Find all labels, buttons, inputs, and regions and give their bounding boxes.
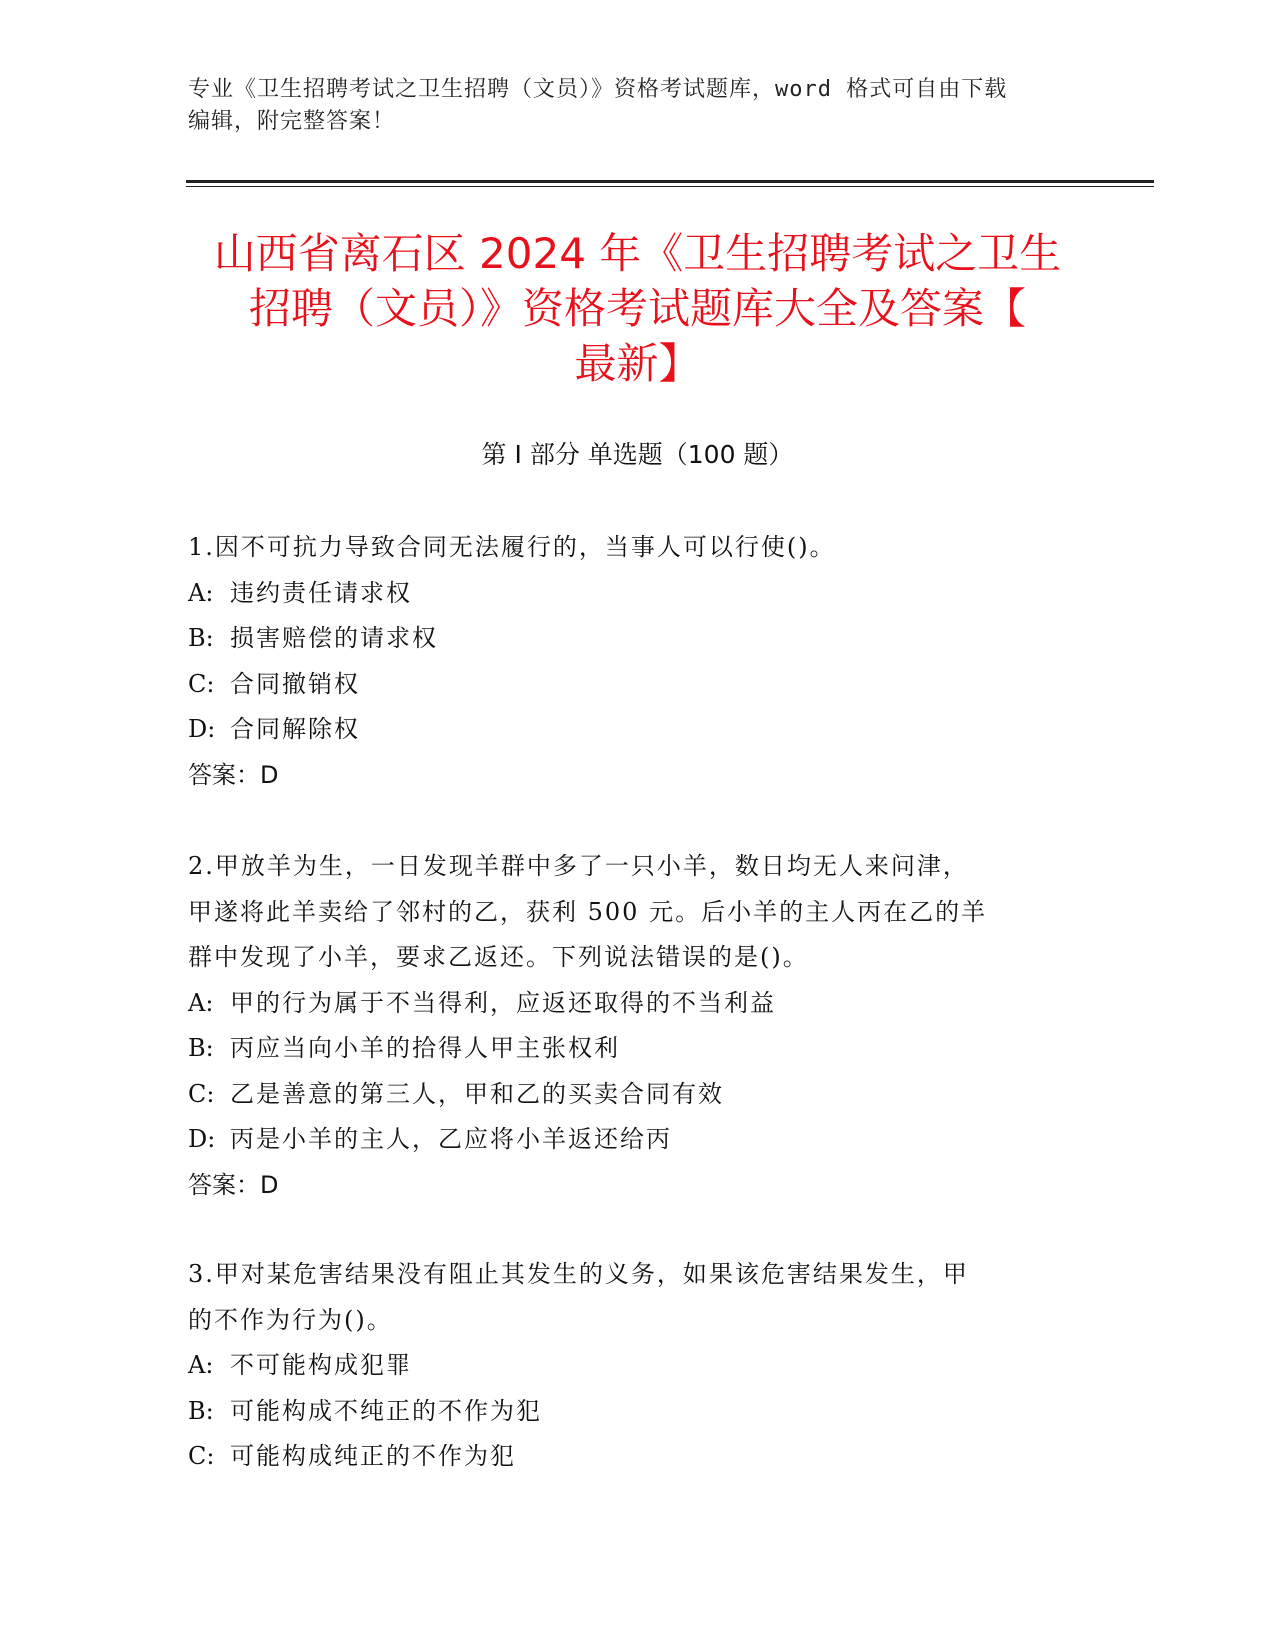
option-b <box>188 1389 1088 1435</box>
option-text: 违约责任请求权 <box>230 578 412 607</box>
option-b <box>188 1026 1088 1072</box>
header-note-line: 专业《卫生招聘考试之卫生招聘（文员）》资格考试题库，word 格式可自由下载 <box>188 77 1008 102</box>
section-heading: 第 I 部分 单选题（100 题） <box>481 440 794 469</box>
question-stem: 群中发现了小羊，要求乙返还。下列说法错误的是()。 <box>188 943 809 971</box>
option-text: 甲的行为属于不当得利，应返还取得的不当利益 <box>230 988 776 1017</box>
question-1 <box>188 525 1088 798</box>
header-divider <box>186 180 1154 183</box>
answer-line: 答案：D <box>188 760 279 789</box>
header-divider-thin <box>186 186 1154 187</box>
question-2 <box>188 844 1088 1208</box>
title-line: 招聘（文员）》资格考试题库大全及答案【 <box>248 284 1026 333</box>
title-line: 最新】 <box>574 339 701 388</box>
option-text: 丙应当向小羊的拾得人甲主张权利 <box>230 1034 620 1062</box>
title-line: 山西省离石区 2024 年《卫生招聘考试之卫生 <box>213 229 1062 278</box>
option-text: 合同撤销权 <box>230 669 360 698</box>
option-text: 合同解除权 <box>230 715 360 743</box>
option-letter: D: <box>188 715 216 743</box>
option-c <box>188 1072 1088 1118</box>
option-letter: B: <box>188 1034 214 1062</box>
question-stem: 甲遂将此羊卖给了邻村的乙，获利 500 元。后小羊的主人丙在乙的羊 <box>188 897 988 926</box>
option-letter: D: <box>188 1125 216 1153</box>
question-stem: 1.因不可抗力导致合同无法履行的，当事人可以行使()。 <box>188 533 836 561</box>
option-letter: C: <box>188 669 215 698</box>
option-text: 可能构成纯正的不作为犯 <box>230 1442 516 1470</box>
question-stem: 2.甲放羊为生，一日发现羊群中多了一只小羊，数日均无人来问津， <box>188 852 969 880</box>
question-3 <box>188 1252 1088 1480</box>
option-d <box>188 1117 1088 1163</box>
option-letter: A: <box>188 988 214 1017</box>
option-d <box>188 707 1088 753</box>
option-b <box>188 616 1088 662</box>
option-letter: C: <box>188 1442 215 1470</box>
header-note <box>188 74 1088 138</box>
question-stem: 的不作为行为()。 <box>188 1305 393 1334</box>
option-a <box>188 981 1088 1027</box>
option-a <box>188 571 1088 617</box>
option-letter: B: <box>188 1396 214 1425</box>
answer-line: 答案：D <box>188 1170 279 1199</box>
question-stem: 3.甲对某危害结果没有阻止其发生的义务，如果该危害结果发生，甲 <box>188 1260 969 1288</box>
header-note-line: 编辑，附完整答案！ <box>188 109 396 134</box>
option-letter: A: <box>188 1351 214 1379</box>
option-a <box>188 1343 1088 1389</box>
option-text: 乙是善意的第三人，甲和乙的买卖合同有效 <box>230 1079 724 1108</box>
option-text: 损害赔偿的请求权 <box>230 624 438 652</box>
option-c <box>188 1434 1088 1480</box>
option-letter: A: <box>188 578 214 607</box>
option-text: 可能构成不纯正的不作为犯 <box>230 1396 542 1425</box>
option-c <box>188 662 1088 708</box>
option-text: 不可能构成犯罪 <box>230 1351 412 1379</box>
option-text: 丙是小羊的主人，乙应将小羊返还给丙 <box>230 1125 672 1153</box>
option-letter: B: <box>188 624 214 652</box>
document-title <box>180 226 1095 391</box>
option-letter: C: <box>188 1079 215 1108</box>
